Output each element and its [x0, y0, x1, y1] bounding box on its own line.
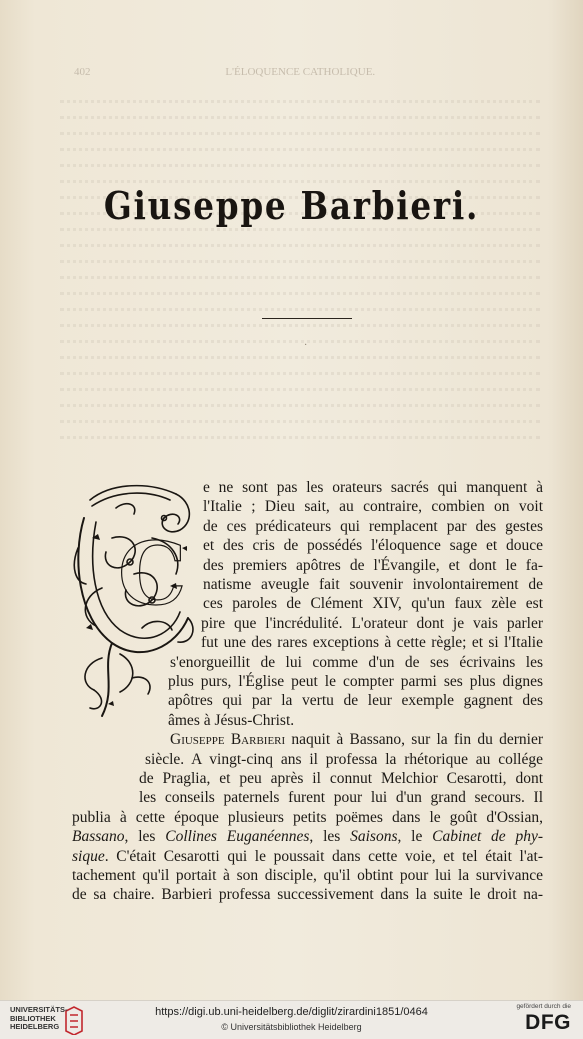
bleed-line: [60, 404, 540, 411]
bleed-line: [60, 260, 540, 267]
footer-bar: [0, 1000, 583, 1039]
bleed-line: [60, 324, 540, 331]
text-line: et des cris de possédés l'éloquence sage et douce: [203, 537, 543, 555]
bleed-line: [60, 148, 540, 155]
bleed-line: [60, 388, 540, 395]
svg-text:C: C: [118, 524, 187, 625]
page-title: Giuseppe Barbieri.: [103, 183, 480, 228]
dfg-logo: DFG: [525, 1011, 571, 1034]
bleed-running-title: L'ÉLOQUENCE CATHOLIQUE.: [225, 66, 376, 78]
text-line: des premiers apôtres de l'Évangile, et dont le fa-: [203, 556, 543, 574]
text-line: plus purs, l'Église peut le compter parmi ses plus dignes: [168, 673, 543, 690]
text-line: pire que l'incrédulité. L'orateur dont je vais parler: [201, 614, 543, 632]
text-line: siècle. A vingt-cinq ans il professa la rhétorique au collége: [145, 750, 543, 768]
bleed-page-number: 402: [74, 66, 91, 78]
text-line: de Praglia, et peu après il connut Melchior Cesarotti, dont: [139, 770, 543, 787]
bleed-line: [60, 228, 540, 235]
bleed-line: [60, 276, 540, 283]
bleed-line: [60, 292, 540, 299]
ornament-dot: ·: [304, 340, 308, 351]
bleed-line: [60, 356, 540, 363]
text-line: l'Italie ; Dieu sait, au contraire, combien on voit: [203, 498, 543, 516]
text-line: publia à cette époque plusieurs petits poëmes dans le goût d'Ossian,: [72, 808, 543, 826]
text-line: ces paroles de Clément XIV, qu'un faux zèle est: [203, 595, 543, 613]
bleed-line: [60, 244, 540, 251]
bleed-line: [60, 100, 540, 107]
bleed-line: [60, 436, 540, 443]
text-line: fut une des rares exceptions à cette règle; et si l'Italie: [201, 634, 543, 652]
text-line: e ne sont pas les orateurs sacrés qui manquent à: [203, 479, 543, 496]
bleed-line: [60, 340, 540, 347]
text-line: Bassano, les Collines Euganéennes, les Saisons, le Cabinet de phy-: [72, 828, 544, 846]
text-line: natisme aveugle fait souvenir involontairement de: [203, 576, 543, 593]
permalink-url[interactable]: https://digi.ub.uni-heidelberg.de/diglit/zirardini1851/0464: [155, 1006, 428, 1018]
text-line-lead: Giuseppe Barbieri naquit à Bassano, sur la fin du dernier: [170, 731, 543, 749]
library-name: UNIVERSITÄTS- BIBLIOTHEK HEIDELBERG: [10, 1005, 68, 1032]
bleed-line: [60, 308, 540, 315]
bleed-line: [60, 420, 540, 427]
text-line: apôtres qui par la vertu de leur exemple gagnent des: [168, 692, 543, 710]
bleed-line: [60, 164, 540, 171]
text-line: s'enorgueillit de lui comme d'un de ses écrivains les: [170, 653, 543, 671]
text-line: de ces prédicateurs qui remplacent par des gestes: [203, 517, 543, 535]
bleed-line: [60, 372, 540, 379]
text-line: les conseils paternels furent pour lui d'un grand secours. Il: [139, 789, 543, 807]
text-line: de sa chaire. Barbieri professa successivement dans la suite le droit na-: [72, 886, 543, 904]
text-line: sique. C'était Cesarotti qui le poussait dans cette voie, et tel était l'at-: [72, 847, 543, 865]
bleed-line: [60, 116, 540, 123]
bleed-line: [60, 132, 540, 139]
bleed-through-header: [74, 66, 510, 84]
text-line: âmes à Jésus-Christ.: [168, 711, 295, 729]
text-line: tachement qu'il portait à son disciple, qu'il obtint pour lui la survivance: [72, 867, 543, 884]
funding-note: gefördert durch die: [516, 1003, 571, 1010]
title-rule: [262, 318, 352, 319]
copyright-notice: © Universitätsbibliothek Heidelberg: [221, 1022, 362, 1032]
